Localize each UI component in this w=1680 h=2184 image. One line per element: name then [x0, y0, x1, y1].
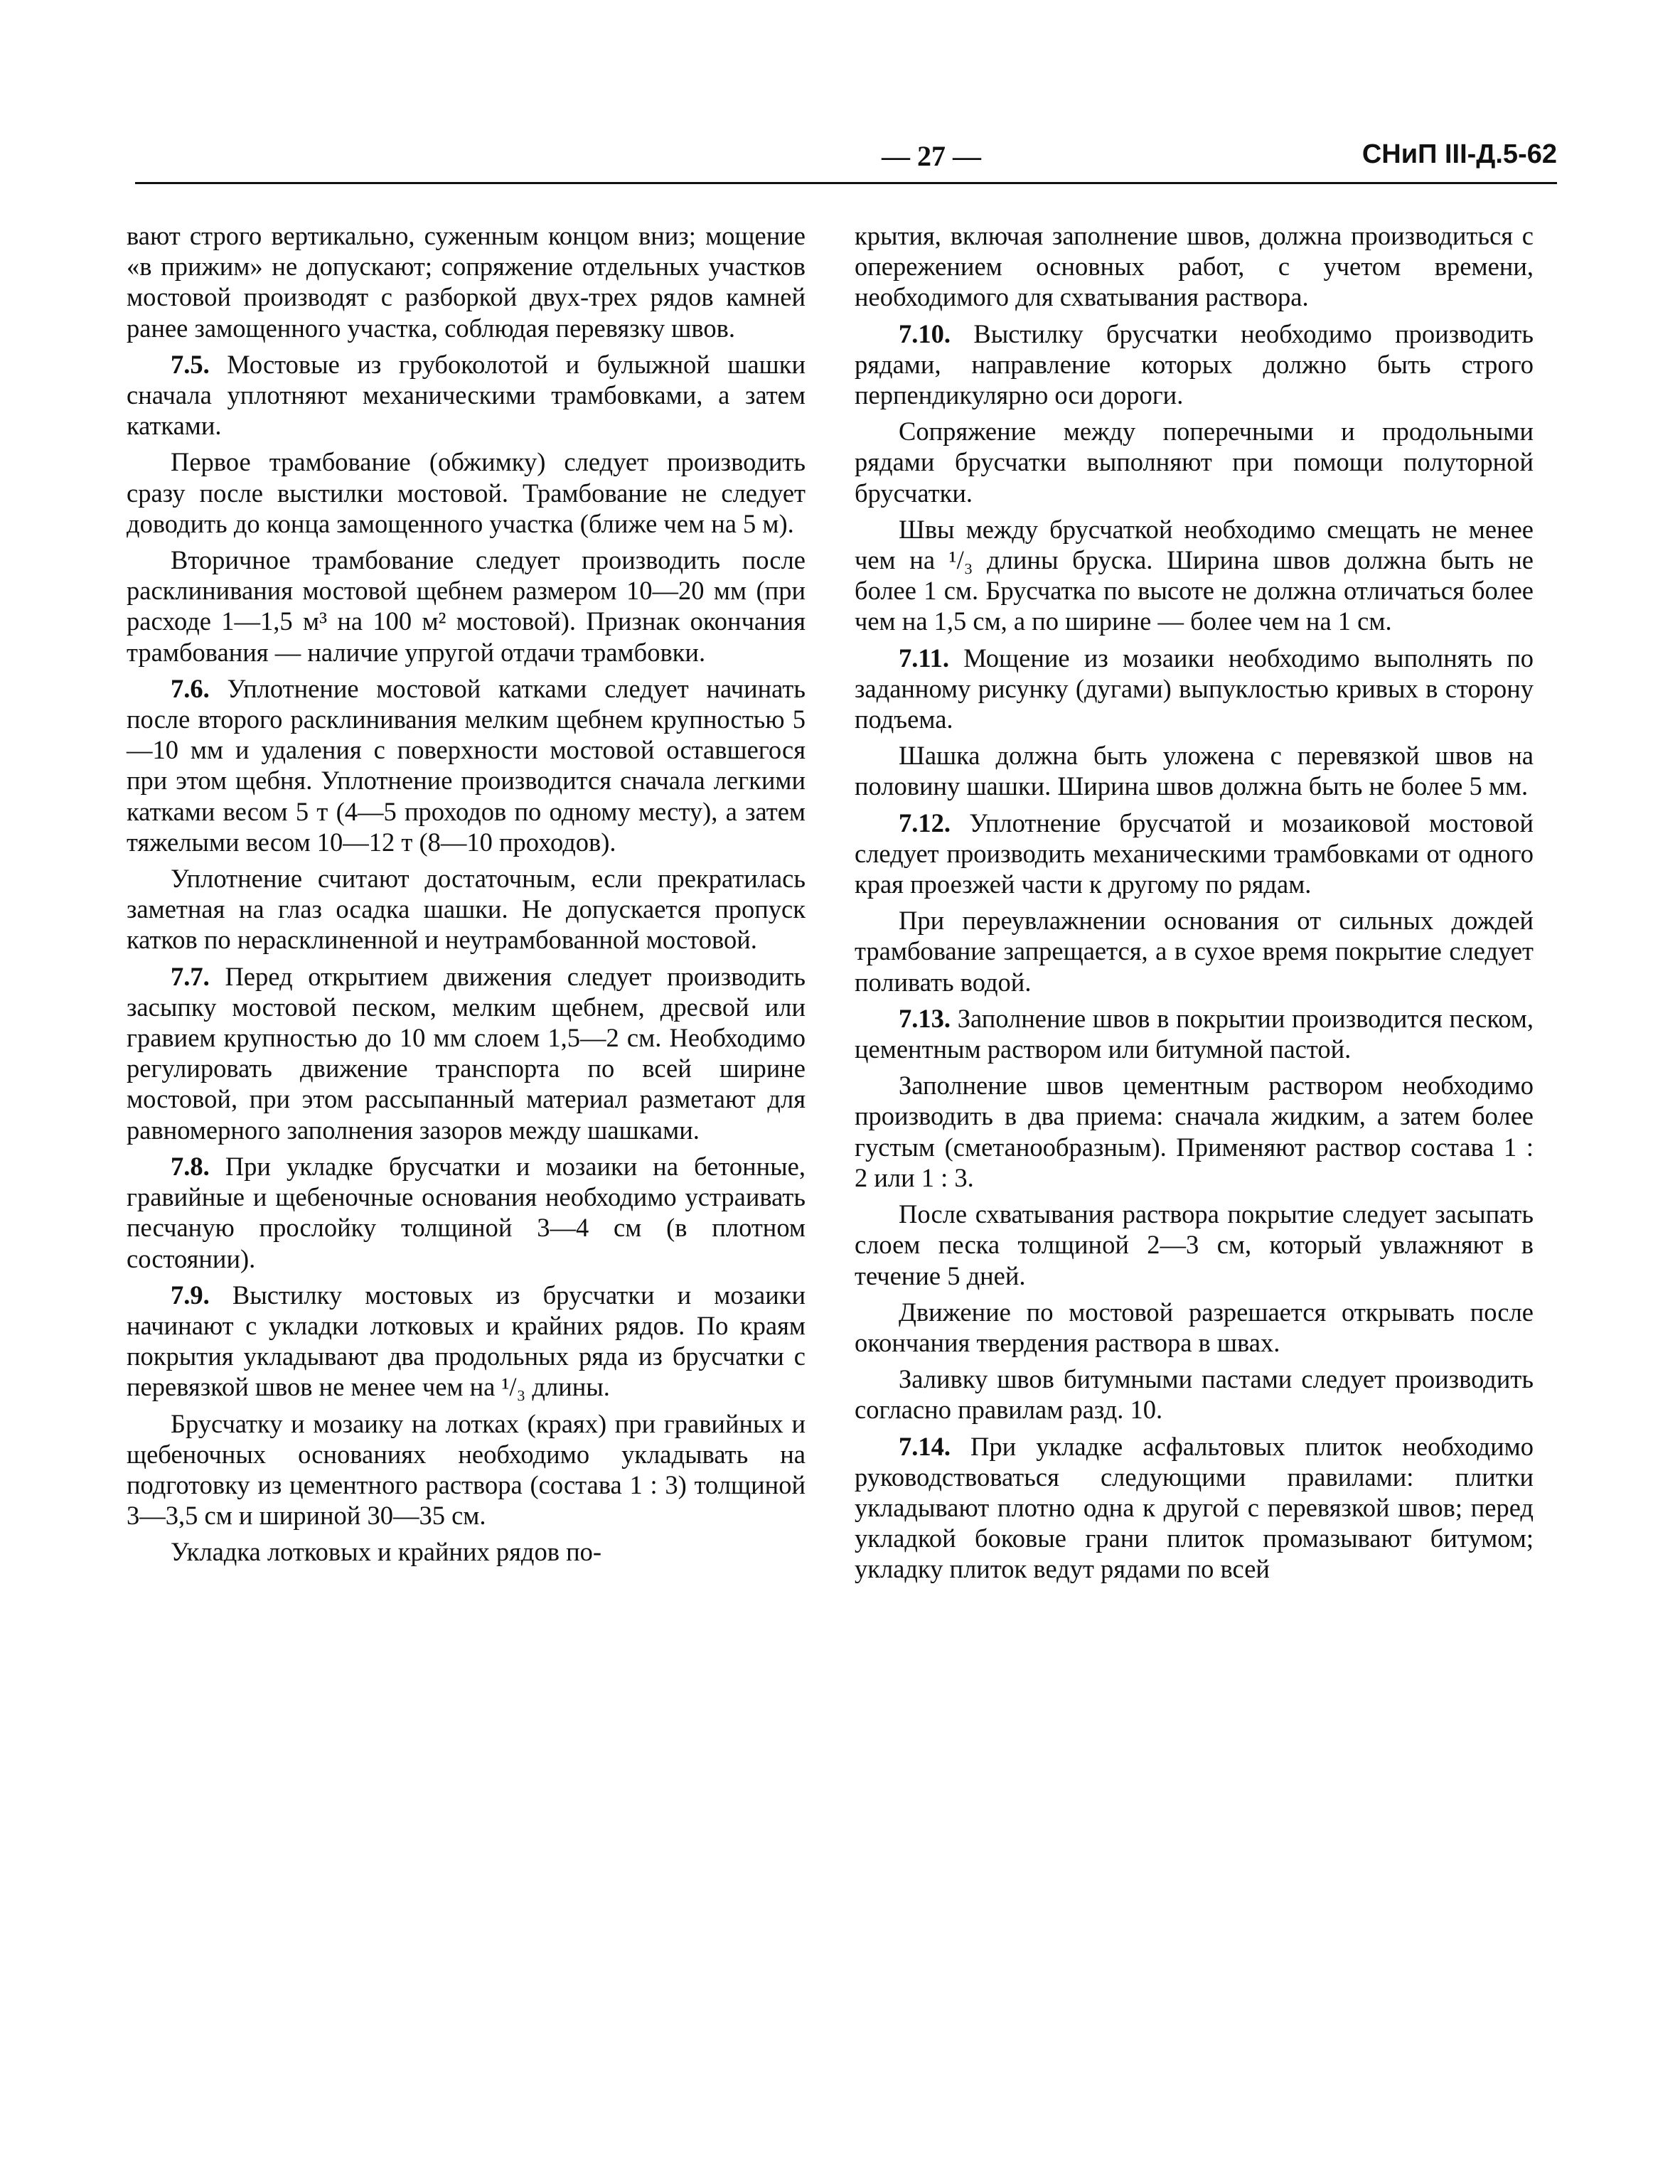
- paragraph: [127, 349, 806, 441]
- paragraph: [127, 220, 806, 343]
- section-number: 7.14.: [899, 1431, 951, 1461]
- paragraph: [855, 1199, 1534, 1291]
- section-number: 7.12.: [899, 808, 951, 837]
- paragraph: [855, 220, 1534, 313]
- paragraph: [855, 1431, 1534, 1585]
- section-number: 7.6.: [171, 673, 210, 703]
- paragraph-text: Вторичное трамбование следует производить после расклинивания мостовой щебнем размером 10—20 мм (при расходе 1—1,5 м³ на 100 м² мостовой). Признак окончания трамбования — наличие упругой отдачи трамбовки.: [127, 545, 806, 667]
- paragraph: [127, 863, 806, 956]
- paragraph: [855, 514, 1534, 637]
- paragraph-text: Заливку швов битумными пастами следует производить согласно правилам разд. 10.: [855, 1364, 1534, 1425]
- paragraph: [855, 1364, 1534, 1425]
- paragraph: [855, 808, 1534, 900]
- paragraph-text: При переувлажнении основания от сильных дождей трамбование запрещается, а в сухое время покрытие следует поливать водой.: [855, 906, 1534, 997]
- paragraph: [855, 643, 1534, 735]
- paragraph-text: Заполнение швов в покрытии производится песком, цементным раствором или битумной пастой.: [855, 1003, 1534, 1064]
- paragraph: [127, 545, 806, 668]
- section-number: 7.13.: [899, 1003, 951, 1033]
- page-number: — 27 —: [882, 140, 981, 172]
- paragraph: [855, 740, 1534, 801]
- paragraph: [127, 673, 806, 857]
- paragraph-text: Мостовые из грубоколотой и булыжной шашки сначала уплотняют механическими трамбовками, а затем катками.: [127, 349, 806, 441]
- paragraph: [127, 1408, 806, 1531]
- paragraph-text: Выстилку мостовых из брусчатки и мозаики начинают с укладки лотковых и крайних рядов. По краям покрытия укладывают два продольных ряда из брусчатки с перевязкой швов не менее чем на ¹/₃ длины.: [127, 1280, 806, 1402]
- paragraph-text: Шашка должна быть уложена с перевязкой швов на половину шашки. Ширина швов должна быть не более 5 мм.: [855, 741, 1534, 801]
- paragraph: [855, 1003, 1534, 1064]
- paragraph: [127, 1151, 806, 1274]
- paragraph-text: Движение по мостовой разрешается открывать после окончания твердения раствора в швах.: [855, 1297, 1534, 1357]
- paragraph: [855, 318, 1534, 411]
- paragraph: [127, 961, 806, 1145]
- paragraph-text: Заполнение швов цементным раствором необходимо производить в два приема: сначала жидким, а затем более густым (сметанообразным). Применяют раствор состава 1 : 2 или 1 : 3.: [855, 1071, 1534, 1192]
- section-number: 7.8.: [171, 1151, 210, 1181]
- paragraph-text: После схватывания раствора покрытие следует засыпать слоем песка толщиной 2—3 см, который увлажняют в течение 5 дней.: [855, 1199, 1534, 1290]
- header-rule: [135, 182, 1557, 184]
- paragraph: [127, 1280, 806, 1403]
- paragraph-text: вают строго вертикально, суженным концом вниз; мощение «в прижим» не допускают; сопряжение отдельных участков мостовой производят с разборкой двух-трех рядов камней ранее замощенного участка, соблюдая перевязку швов.: [127, 221, 806, 343]
- paragraph: [855, 1297, 1534, 1358]
- section-number: 7.9.: [171, 1280, 210, 1310]
- section-number: 7.7.: [171, 961, 210, 991]
- paragraph-text: Уплотнение мостовой катками следует начинать после второго расклинивания мелким щебнем крупностью 5—10 мм и удаления с поверхности мостовой оставшегося при этом щебня. Уплотнение производится сначала легкими катками весом 5 т (4—5 проходов по одному месту), а затем тяжелыми весом 10—12 т (8—10 проходов).: [127, 673, 806, 857]
- paragraph: [127, 446, 806, 539]
- paragraph-text: При укладке брусчатки и мозаики на бетонные, гравийные и щебеночные основания необходимо устраивать песчаную прослойку толщиной 3—4 см (в плотном состоянии).: [127, 1151, 806, 1273]
- paragraph-text: Укладка лотковых и крайних рядов по-: [171, 1537, 602, 1567]
- section-number: 7.10.: [899, 318, 951, 348]
- left-column: [127, 220, 806, 1573]
- paragraph-text: При укладке асфальтовых плиток необходимо руководствоваться следующими правилами: плитки укладывают плотно одна к другой с перевязкой швов; перед укладкой боковые грани плиток промазывают битумом; укладку плиток ведут рядами по всей: [855, 1431, 1534, 1584]
- paragraph-text: Выстилку брусчатки необходимо производить рядами, направление которых должно быть строго перпендикулярно оси дороги.: [855, 318, 1534, 410]
- page-header: [135, 139, 1557, 179]
- paragraph: [855, 905, 1534, 997]
- section-number: 7.5.: [171, 349, 210, 379]
- paragraph-text: Мощение из мозаики необходимо выполнять по заданному рисунку (дугами) выпуклостью кривых в сторону подъема.: [855, 643, 1534, 734]
- paragraph: [855, 1070, 1534, 1193]
- paragraph-text: Сопряжение между поперечными и продольными рядами брусчатки выполняют при помощи полуторной брусчатки.: [855, 417, 1534, 508]
- paragraph-text: Швы между брусчаткой необходимо смещать не менее чем на ¹/₃ длины бруска. Ширина швов должна быть не более 1 см. Брусчатка по высоте не должна отличаться более чем на 1,5 см, а по ширине — более чем на 1 см.: [855, 514, 1534, 636]
- paragraph-text: крытия, включая заполнение швов, должна производиться с опережением основных работ, с учетом времени, необходимого для схватывания раствора.: [855, 221, 1534, 312]
- document-code: СНиП III-Д.5-62: [1361, 139, 1557, 169]
- paragraph-text: Брусчатку и мозаику на лотках (краях) при гравийных и щебеночных основаниях необходимо укладывать на подготовку из цементного раствора (состава 1 : 3) толщиной 3—3,5 см и шириной 30—35 см.: [127, 1408, 806, 1531]
- paragraph-text: Перед открытием движения следует производить засыпку мостовой песком, мелким щебнем, дресвой или гравием крупностью до 10 мм слоем 1,5—2 см. Необходимо регулировать движение транспорта по всей ширине мостовой, при этом рассыпанный материал разметают для равномерного заполнения зазоров между шашками.: [127, 961, 806, 1145]
- paragraph-text: Первое трамбование (обжимку) следует производить сразу после выстилки мостовой. Трамбование не следует доводить до конца замощенного участка (ближе чем на 5 м).: [127, 447, 806, 538]
- right-column: [855, 220, 1534, 1590]
- paragraph-text: Уплотнение брусчатой и мозаиковой мостовой следует производить механическими трамбовками от одного края проезжей части к другому по рядам.: [855, 808, 1534, 899]
- section-number: 7.11.: [899, 643, 949, 673]
- paragraph: [855, 416, 1534, 508]
- paragraph: [127, 1536, 806, 1567]
- paragraph-text: Уплотнение считают достаточным, если прекратилась заметная на глаз осадка шашки. Не допускается пропуск катков по нерасклиненной и неутрамбованной мостовой.: [127, 864, 806, 955]
